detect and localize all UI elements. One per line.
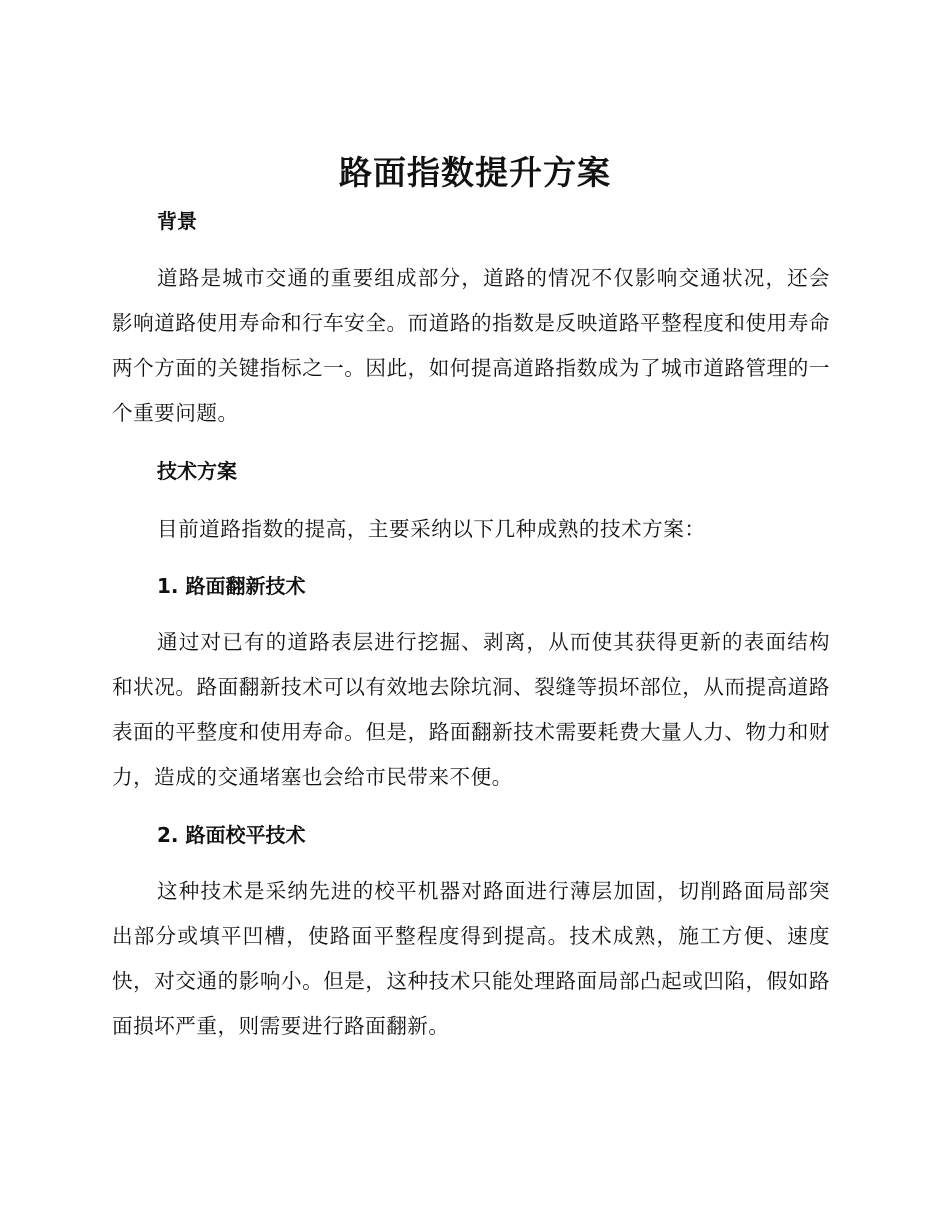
document-title: 路面指数提升方案: [339, 153, 611, 192]
section-heading-background: 背景: [157, 209, 197, 233]
technical-plan-intro: 目前道路指数的提高，主要采纳以下几种成熟的技术方案：: [157, 517, 706, 541]
section-heading-technical-plan: 技术方案: [157, 459, 237, 483]
subsection-heading-resurfacing: 1. 路面翻新技术: [157, 574, 306, 598]
background-paragraph: 道路是城市交通的重要组成部分，道路的情况不仅影响交通状况，还会影响道路使用寿命和行车安全。而道路的指数是反映道路平整程度和使用寿命两个方面的关键指标之一。因此，如何提高道路指数成为了城市道路管理的一个重要问题。: [112, 266, 830, 425]
leveling-paragraph: 这种技术是采纳先进的校平机器对路面进行薄层加固，切削路面局部突出部分或填平凹槽，使路面平整程度得到提高。技术成熟，施工方便、速度快，对交通的影响小。但是，这种技术只能处理路面局部凸起或凹陷，假如路面损坏严重，则需要进行路面翻新。: [112, 879, 830, 1038]
resurfacing-paragraph: 通过对已有的道路表层进行挖掘、剥离，从而使其获得更新的表面结构和状况。路面翻新技术可以有效地去除坑洞、裂缝等损坏部位，从而提高道路表面的平整度和使用寿命。但是，路面翻新技术需要耗费大量人力、物力和财力，造成的交通堵塞也会给市民带来不便。: [112, 630, 830, 789]
subsection-heading-leveling: 2. 路面校平技术: [157, 823, 306, 847]
